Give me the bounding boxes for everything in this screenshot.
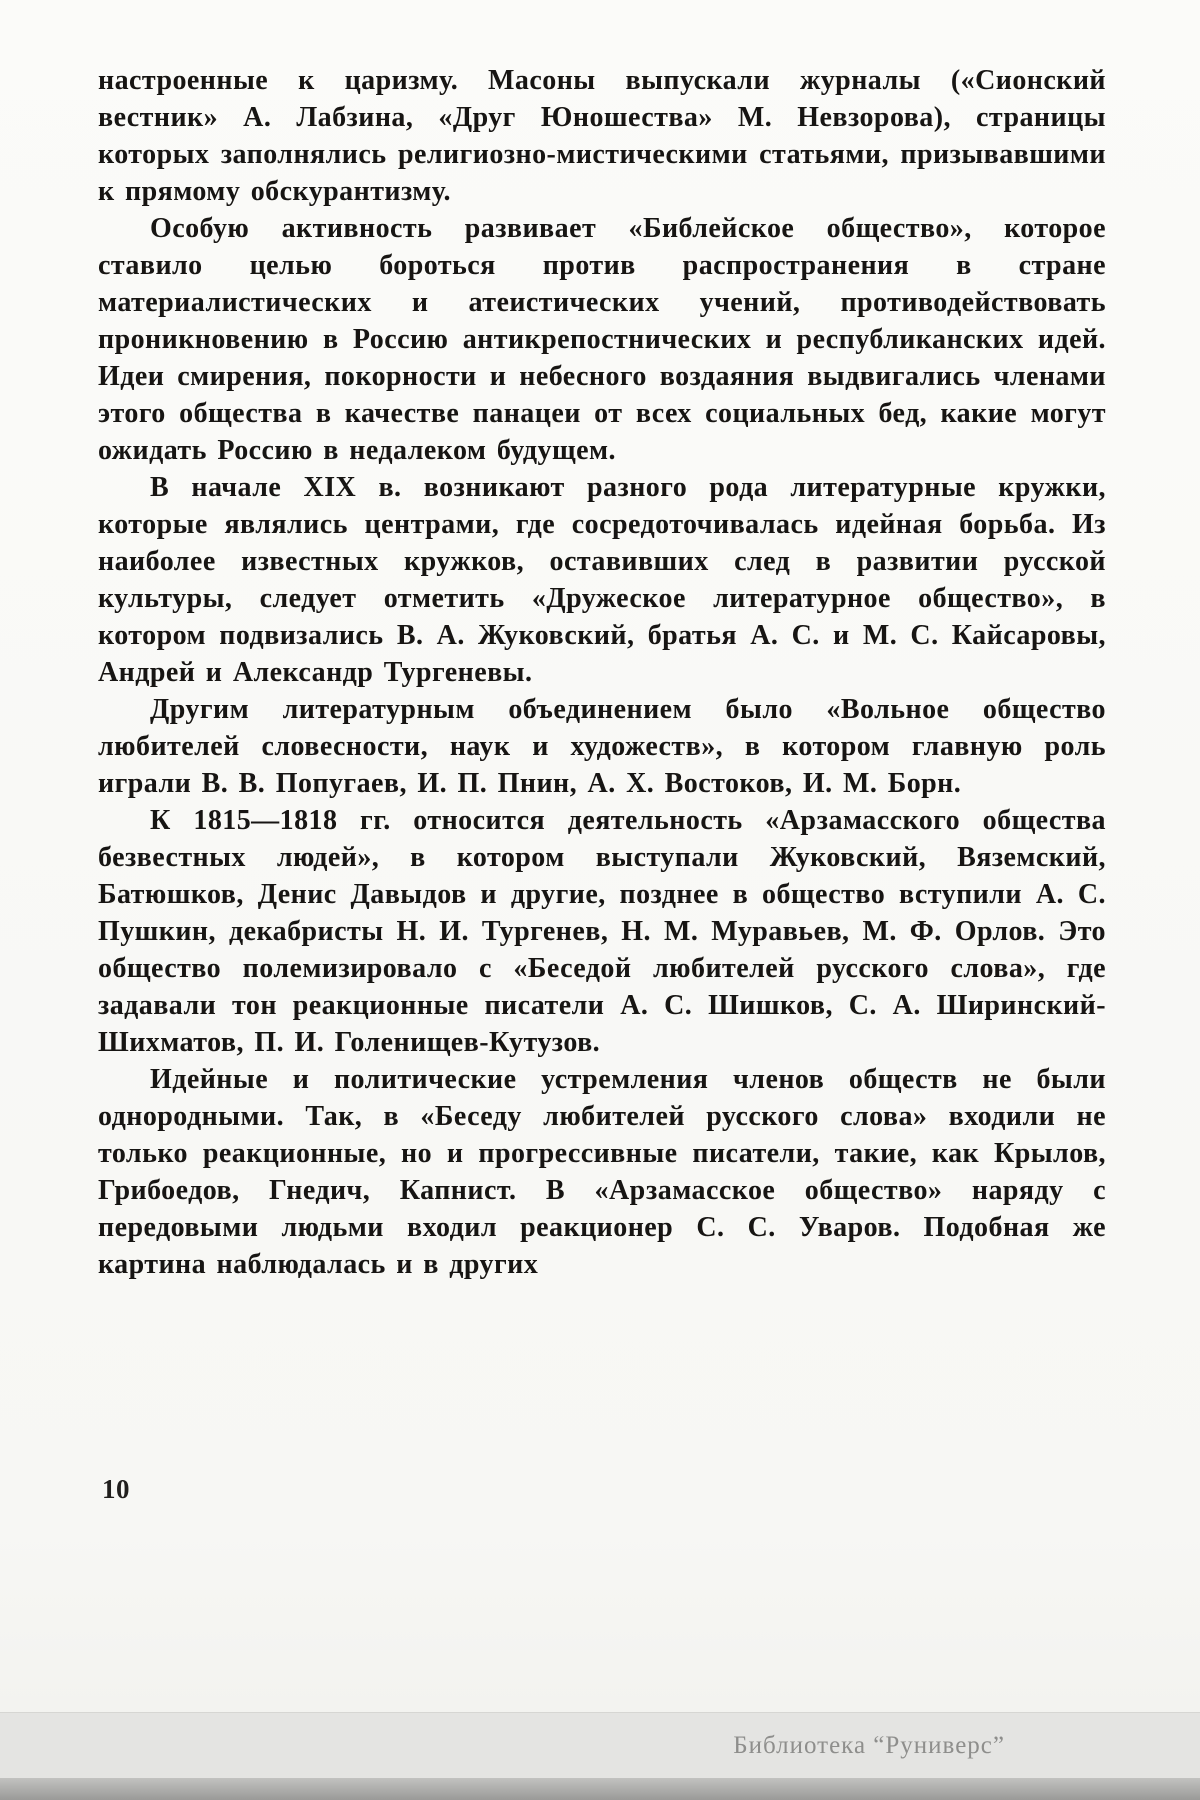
paragraph: Особую активность развивает «Библейское общество», которое ставило целью бороться против распространения в стране материалистических и атеистических учений, противодействовать проникновению в Россию антикрепостнических и республиканских идей. Идеи смирения, покорности и небесного воздаяния выдвигались членами этого общества в качестве панацеи от всех социальных бед, какие могут ожидать Россию в недалеком будущем. bbox=[98, 213, 1106, 466]
watermark-band bbox=[0, 1712, 1200, 1778]
paragraph: Идейные и политические устремления членов обществ не были однородными. Так, в «Беседу любителей русского слова» входили не только реакционные, но и прогрессивные писатели, такие, как Крылов, Грибоедов, Гнедич, Капнист. В «Арзамасское общество» наряду с передовыми людьми входил реакционер С. С. Уваров. Подобная же картина наблюдалась и в других bbox=[98, 1064, 1106, 1280]
paragraph: К 1815—1818 гг. относится деятельность «Арзамасского общества безвестных людей», в котором выступали Жуковский, Вяземский, Батюшков, Денис Давыдов и другие, позднее в общество вступили А. С. Пушкин, декабристы Н. И. Тургенев, Н. М. Муравьев, М. Ф. Орлов. Это общество полемизировало с «Беседой любителей русского слова», где задавали тон реакционные писатели А. С. Шишков, С. А. Ширинский-Шихматов, П. И. Голенищев-Кутузов. bbox=[98, 805, 1106, 1058]
page-number: 10 bbox=[102, 1474, 130, 1504]
paragraph: настроенные к царизму. Масоны выпускали журналы («Сионский вестник» А. Лабзина, «Друг Юношества» М. Невзорова), страницы которых заполнялись религиозно-мистическими статьями, призывавшими к прямому обскурантизму. bbox=[98, 65, 1106, 207]
paragraph: В начале XIX в. возникают разного рода литературные кружки, которые являлись центрами, где сосредоточивалась идейная борьба. Из наиболее известных кружков, оставивших след в развитии русской культуры, следует отметить «Дружеское литературное общество», в котором подвизались В. А. Жуковский, братья А. С. и М. С. Кайсаровы, Андрей и Александр Тургеневы. bbox=[98, 472, 1106, 688]
paragraph: Другим литературным объединением было «Вольное общество любителей словесности, наук и художеств», в котором главную роль играли В. В. Попугаев, И. П. Пнин, А. Х. Востоков, И. М. Борн. bbox=[98, 694, 1106, 799]
watermark-text: Библиотека “Руниверс” bbox=[733, 1731, 1005, 1759]
page-text bbox=[98, 62, 1106, 1283]
scan-bottom-edge bbox=[0, 1778, 1200, 1800]
